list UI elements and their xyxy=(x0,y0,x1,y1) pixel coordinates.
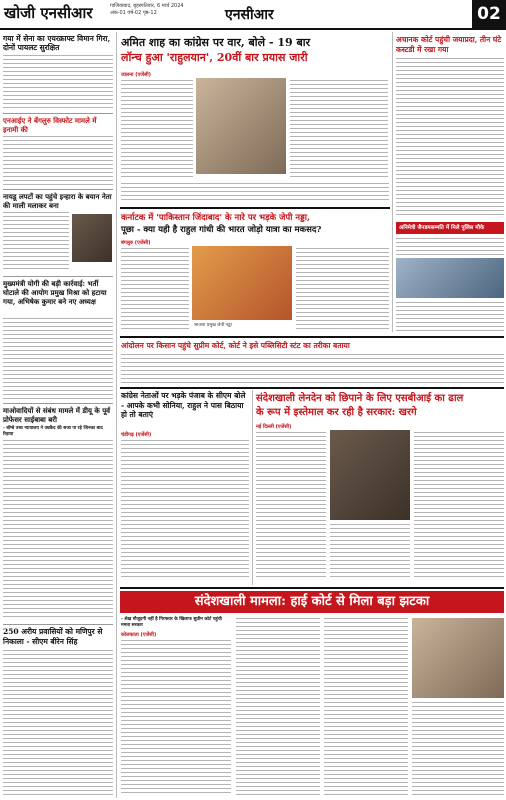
farmers-headline: आंदोलन पर किसान पहुंचे सुप्रीम कोर्ट, कोर्ट ने इसे पब्लिसिटी स्टंट का तरीका बताया xyxy=(121,341,350,350)
top-story-headline-1: अमित शाह का कांग्रेस पर वार, बोले - 19 बार xyxy=(121,36,311,49)
story-nia-headline: एनआईए ने बेंगलुरु विस्फोट मामले में इनामी की xyxy=(3,116,97,134)
kharge-body-col2 xyxy=(330,524,410,580)
story-saibaba-subhead: - बॉम्बे उच्च न्यायालय ने उम्रकैद की सजा पा रहे जिनका बाद रिहाया xyxy=(3,426,103,437)
top-story-headline-2: लॉन्च हुआ 'राहुलयान', 20वीं बार प्रयास जारी xyxy=(121,51,308,64)
top-story-byline: जालना (एजेंसी) xyxy=(121,72,151,78)
edition-line: अंक-01 वर्ष-02 पृष्ठ-12 xyxy=(110,10,157,16)
top-story-body-col3 xyxy=(290,80,388,180)
nadda-byline: बंगलुरु (एजेंसी) xyxy=(121,240,151,246)
brand-logo: खोजी एनसीआर xyxy=(4,4,93,22)
sandeshkhali-body-col1 xyxy=(121,640,231,795)
nadda-photo-caption: भाजपा प्रमुख जेपी नड्डा xyxy=(194,323,232,328)
top-story-body-col1 xyxy=(121,80,193,180)
masthead xyxy=(0,0,506,30)
mid-right-intro xyxy=(396,238,504,256)
sandeshkhali-body-col4 xyxy=(412,702,504,795)
sandeshkhali-byline: कोलकाता (एजेंसी) xyxy=(121,632,157,638)
punjab-byline: चंडीगढ़ (एजेंसी) xyxy=(121,432,152,438)
punjab-body xyxy=(121,440,249,580)
sandeshkhali-subhead: - शेख़ मौजूदगी नहीं है गिरफ्तार के खिलाफ सुप्रीम कोर्ट पहुंची ममता सरकार xyxy=(121,617,222,628)
story-saibaba-body xyxy=(3,440,113,620)
story-yogi-headline: मुख्यमंत्री योगी की बड़ी कार्रवाई: भर्ती घोटाले की आयोग प्रमुख मिश्रा को हटाया गया, अभिषेक कुमार बने नए अध्यक्ष xyxy=(3,279,107,306)
nadda-body-col1 xyxy=(121,248,189,332)
kharge-headline-1: संदेशखाली लेनदेन को छिपाने के लिए एसबीआई का ढाल xyxy=(256,393,464,404)
nadda-headline-1: कर्नाटक में 'पाकिस्तान जिंदाबाद' के नारे पर भड़के जेपी नड्डा, xyxy=(121,213,310,223)
story-naidu-body xyxy=(3,212,69,272)
nadda-headline-2: पूछा - क्या यही है राहुल गांधी की भारत जोड़ो यात्रा का मकसद? xyxy=(121,225,322,235)
nadda-body-col3 xyxy=(296,248,389,332)
story-manipur-headline: 250 अरीय प्रवासियों को मणिपुर से निकाला - सीएम बीरेन सिंह xyxy=(3,627,103,646)
sandeshkhali-body-col3 xyxy=(324,618,408,795)
kharge-photo xyxy=(330,430,410,520)
story-yogi-body xyxy=(3,318,113,400)
mid-right-banner: अनिमेत्री जैनडमसम्मति में मिले पुलिस मौके xyxy=(396,222,504,234)
jayaprada-body xyxy=(396,58,504,218)
right-mid-body xyxy=(396,302,504,332)
story-aircraft-body xyxy=(3,55,113,110)
right-photo xyxy=(396,258,504,298)
page-number: 02 xyxy=(472,0,506,28)
issue-info xyxy=(110,3,188,17)
jayaprada-headline: अचानक कोर्ट पहुंची जयाप्रदा, तीन घंटे कस्टडी में रखा गया xyxy=(396,35,502,54)
mamata-photo xyxy=(412,618,504,698)
story-naidu-headline: नायडू लपटों का पहुंचे इन्हारा के बयान नेता की माली मलाकर बना xyxy=(3,192,112,210)
story-nia-body xyxy=(3,136,113,186)
punjab-headline: कांग्रेस नेताओं पर भड़के पंजाब के सीएम बोले - आपके कभी सोनिया, राहुल ने पास बिठाया हो तो बताएं xyxy=(121,391,246,419)
portrait-photo xyxy=(72,214,112,262)
section-title: एनसीआर xyxy=(225,7,274,23)
story-saibaba-headline: माओवादियों से संबंध मामले में डीयू के पूर्व प्रोफेसर साईबाबा बरी xyxy=(3,406,111,424)
kharge-body-col3 xyxy=(414,432,504,580)
top-story-body-bottom xyxy=(121,183,389,203)
farmers-body xyxy=(121,354,504,384)
sandeshkhali-headline: संदेशखाली मामला: हाई कोर्ट से मिला बड़ा झटका xyxy=(120,591,504,613)
amit-shah-photo xyxy=(196,78,286,174)
kharge-byline: नई दिल्ली (एजेंसी) xyxy=(256,424,292,430)
nadda-photo xyxy=(192,246,292,320)
kharge-body-col1 xyxy=(256,432,326,580)
story-manipur-body xyxy=(3,650,113,795)
date-line: गाजियाबाद, बृहस्पतिवार, 6 मार्च 2024 xyxy=(110,3,184,9)
sandeshkhali-body-col2 xyxy=(236,618,320,795)
kharge-headline-2: के रूप में इस्तेमाल कर रही है सरकार: खरगे xyxy=(256,407,417,418)
story-aircraft-headline: गया में सेना का एयरक्राफ्ट विमान गिरा, दोनों पायलट सुरक्षित xyxy=(3,34,111,52)
